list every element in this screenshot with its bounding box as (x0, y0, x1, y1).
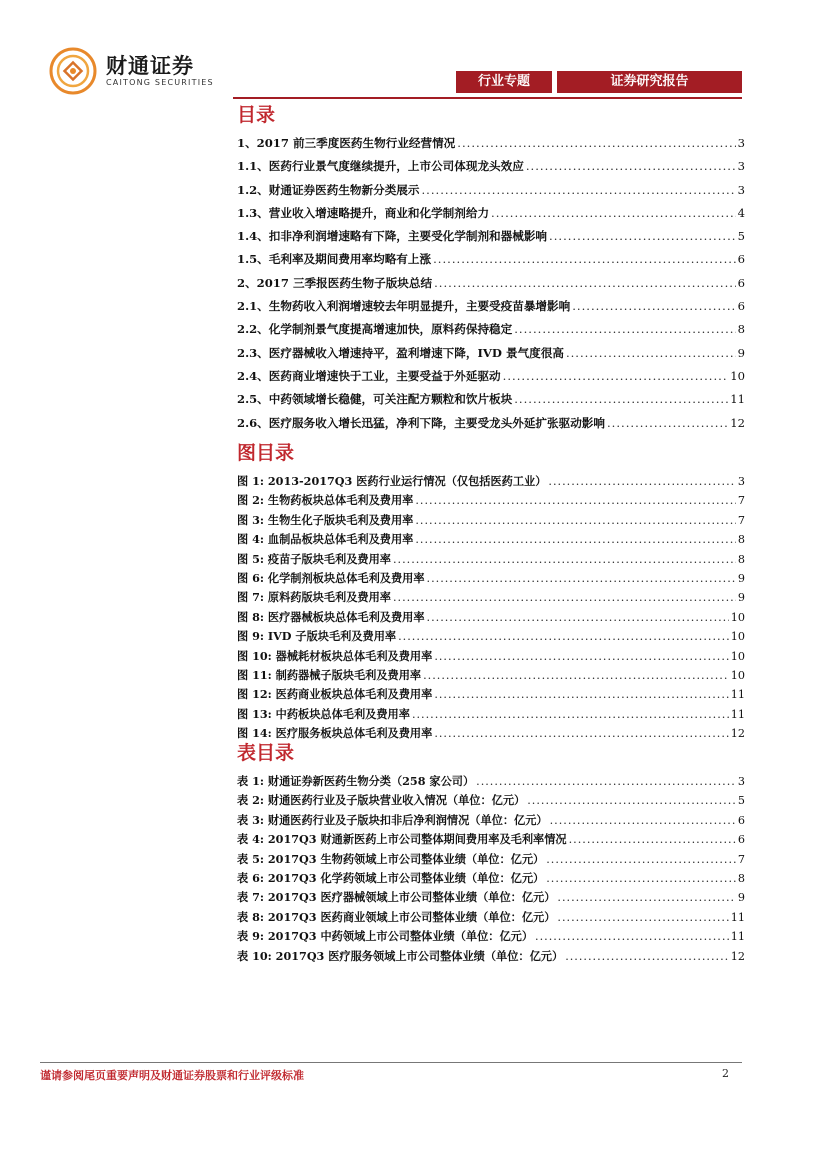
figure-entry[interactable]: 图 14: 医疗服务板块总体毛利及费用率 ..... 12 (237, 724, 745, 743)
toc-entry[interactable]: 2、2017 三季报医药生物子版块总结 ..... 6 (237, 272, 745, 295)
toc-section (237, 102, 745, 435)
toc-list (237, 132, 745, 435)
toc-entry[interactable]: 2.6、医疗服务收入增长迅猛，净利下降，主要受龙头外延扩张驱动影响 ..... 12 (237, 412, 745, 435)
logo-chinese-name: 财通证券 (106, 54, 194, 78)
toc-entry[interactable]: 1.2、财通证券医药生物新分类展示 ..... 3 (237, 179, 745, 202)
figure-entry[interactable]: 图 11: 制药器械子版块毛利及费用率 ..... 10 (237, 666, 745, 685)
company-logo (48, 46, 238, 96)
table-entry[interactable]: 表 8: 2017Q3 医药商业领域上市公司整体业绩（单位：亿元） ..... 11 (237, 908, 745, 927)
table-entry[interactable]: 表 10: 2017Q3 医疗服务领域上市公司整体业绩（单位：亿元） ..... 12 (237, 947, 745, 966)
industry-topic-tag: 行业专题 (456, 71, 552, 93)
table-index-title: 表目录 (237, 742, 295, 764)
figure-entry[interactable]: 图 8: 医疗器械板块总体毛利及费用率 ..... 10 (237, 608, 745, 627)
figure-entry[interactable]: 图 1: 2013-2017Q3 医药行业运行情况（仅包括医药工业） ..... 3 (237, 472, 745, 491)
toc-entry[interactable]: 2.2、化学制剂景气度提高增速加快，原料药保持稳定 ..... 8 (237, 318, 745, 341)
toc-entry[interactable]: 2.3、医疗器械收入增速持平，盈利增速下降，IVD 景气度很高 ..... 9 (237, 342, 745, 365)
table-entry[interactable]: 表 9: 2017Q3 中药领域上市公司整体业绩（单位：亿元） ..... 11 (237, 927, 745, 946)
table-index-list (237, 772, 745, 966)
table-entry[interactable]: 表 6: 2017Q3 化学药领域上市公司整体业绩（单位：亿元） ..... 8 (237, 869, 745, 888)
figure-entry[interactable]: 图 4: 血制品板块总体毛利及费用率 ..... 8 (237, 530, 745, 549)
figure-entry[interactable]: 图 3: 生物生化子版块毛利及费用率 ..... 7 (237, 511, 745, 530)
toc-entry[interactable]: 2.4、医药商业增速快于工业，主要受益于外延驱动 ..... 10 (237, 365, 745, 388)
footer-divider (40, 1062, 742, 1063)
figure-index-section (237, 440, 745, 743)
toc-title: 目录 (237, 104, 276, 126)
caitong-coin-logo-icon (48, 46, 98, 96)
table-entry[interactable]: 表 4: 2017Q3 财通新医药上市公司整体期间费用率及毛利率情况 ..... 6 (237, 830, 745, 849)
table-entry[interactable]: 表 7: 2017Q3 医疗器械领域上市公司整体业绩（单位：亿元） ..... 9 (237, 888, 745, 907)
toc-entry[interactable]: 2.5、中药领域增长稳健，可关注配方颗粒和饮片板块 ..... 11 (237, 388, 745, 411)
figure-entry[interactable]: 图 13: 中药板块总体毛利及费用率 ..... 11 (237, 705, 745, 724)
figure-entry[interactable]: 图 5: 疫苗子版块毛利及费用率 ..... 8 (237, 550, 745, 569)
research-report-tag: 证券研究报告 (557, 71, 742, 93)
footer-disclaimer: 谨请参阅尾页重要声明及财通证券股票和行业评级标准 (40, 1069, 304, 1082)
toc-entry[interactable]: 1.4、扣非净利润增速略有下降，主要受化学制剂和器械影响 ..... 5 (237, 225, 745, 248)
toc-entry[interactable]: 1、2017 前三季度医药生物行业经营情况 ..... 3 (237, 132, 745, 155)
figure-entry[interactable]: 图 10: 器械耗材板块总体毛利及费用率 ..... 10 (237, 647, 745, 666)
figure-entry[interactable]: 图 9: IVD 子版块毛利及费用率 ..... 10 (237, 627, 745, 646)
toc-entry[interactable]: 1.5、毛利率及期间费用率均略有上涨 ..... 6 (237, 248, 745, 271)
figure-entry[interactable]: 图 2: 生物药板块总体毛利及费用率 ..... 7 (237, 491, 745, 510)
figure-entry[interactable]: 图 12: 医药商业板块总体毛利及费用率 ..... 11 (237, 685, 745, 704)
toc-entry[interactable]: 1.3、营业收入增速略提升，商业和化学制剂给力 ..... 4 (237, 202, 745, 225)
toc-entry[interactable]: 1.1、医药行业景气度继续提升，上市公司体现龙头效应 ..... 3 (237, 155, 745, 178)
figure-index-title: 图目录 (237, 442, 295, 464)
table-entry[interactable]: 表 1: 财通证券新医药生物分类（258 家公司） ..... 3 (237, 772, 745, 791)
table-index-section (237, 740, 745, 966)
figure-entry[interactable]: 图 7: 原料药版块毛利及费用率 ..... 9 (237, 588, 745, 607)
header-divider (233, 97, 742, 99)
table-entry[interactable]: 表 2: 财通医药行业及子版块营业收入情况（单位：亿元） ..... 5 (237, 791, 745, 810)
table-entry[interactable]: 表 5: 2017Q3 生物药领域上市公司整体业绩（单位：亿元） ..... 7 (237, 850, 745, 869)
toc-entry[interactable]: 2.1、生物药收入利润增速较去年明显提升，主要受疫苗暴增影响 ..... 6 (237, 295, 745, 318)
figure-entry[interactable]: 图 6: 化学制剂板块总体毛利及费用率 ..... 9 (237, 569, 745, 588)
table-entry[interactable]: 表 3: 财通医药行业及子版块扣非后净利润情况（单位：亿元） ..... 6 (237, 811, 745, 830)
logo-english-name: CAITONG SECURITIES (106, 78, 214, 87)
figure-index-list (237, 472, 745, 743)
page-number: 2 (722, 1067, 729, 1080)
